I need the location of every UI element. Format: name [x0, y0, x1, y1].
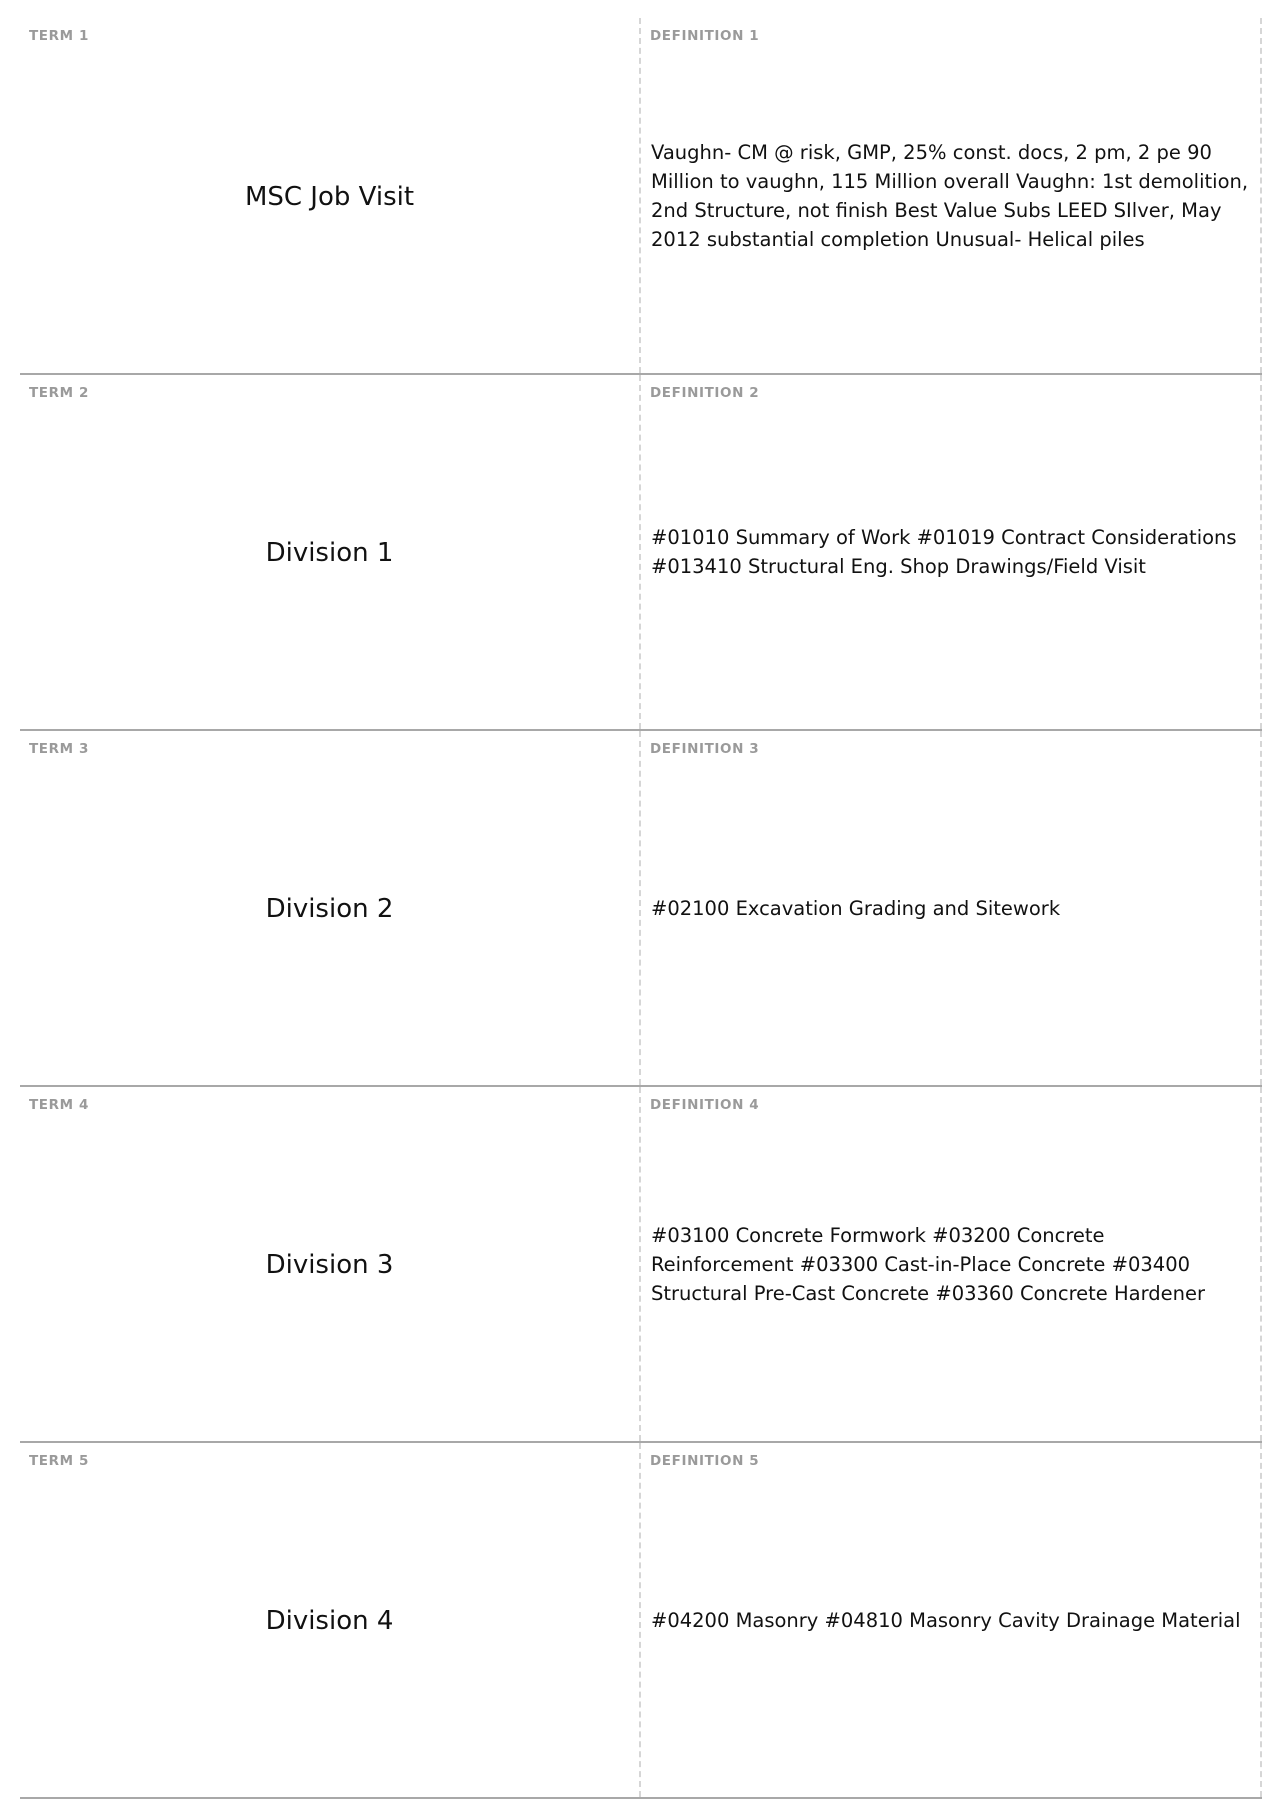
- term-text: Division 3: [265, 1250, 394, 1280]
- definition-text: #01010 Summary of Work #01019 Contract Considerations #013410 Structural Eng. Shop Drawings/Field Visit: [651, 526, 1237, 578]
- definition-body: [651, 731, 1252, 1085]
- term-body: [20, 375, 639, 729]
- term-body: [20, 18, 639, 373]
- term-label: TERM 1: [29, 28, 89, 44]
- term-text: Division 2: [265, 894, 394, 924]
- term-label: TERM 2: [29, 385, 89, 401]
- term-body: [20, 731, 639, 1085]
- term-body: [20, 1087, 639, 1441]
- definition-cell: [641, 1087, 1262, 1441]
- definition-text: Vaughn- CM @ risk, GMP, 25% const. docs, 2 pm, 2 pe 90 Million to vaughn, 115 Million overall Vaughn: 1st demolition, 2nd Structure, not finish Best Value Subs LEED SIlver, May 2012 substantial completion Unusual- Helical piles: [651, 140, 1249, 251]
- definition-cell: [641, 1443, 1262, 1797]
- definition-cell: [641, 375, 1262, 729]
- term-cell: [20, 18, 641, 373]
- flashcard-row: [20, 1443, 1262, 1799]
- flashcard-row: [20, 1087, 1262, 1443]
- term-label: TERM 5: [29, 1453, 89, 1469]
- definition-label: DEFINITION 1: [650, 28, 760, 44]
- flashcard-sheet: [20, 18, 1262, 1799]
- definition-body: [651, 375, 1252, 729]
- definition-body: [651, 1087, 1252, 1441]
- term-label: TERM 3: [29, 741, 89, 757]
- definition-text: #02100 Excavation Grading and Sitework: [651, 896, 1061, 920]
- definition-label: DEFINITION 4: [650, 1097, 760, 1113]
- term-body: [20, 1443, 639, 1797]
- definition-text: #03100 Concrete Formwork #03200 Concrete Reinforcement #03300 Cast-in-Place Concrete #03400 Structural Pre-Cast Concrete #03360 Concrete Hardener: [651, 1223, 1206, 1305]
- term-text: Division 4: [265, 1606, 394, 1636]
- flashcard-row: [20, 18, 1262, 375]
- definition-cell: [641, 731, 1262, 1085]
- term-cell: [20, 731, 641, 1085]
- definition-text: #04200 Masonry #04810 Masonry Cavity Drainage Material: [651, 1608, 1241, 1632]
- flashcard-row: [20, 375, 1262, 731]
- definition-body: [651, 1443, 1252, 1797]
- term-text: MSC Job Visit: [244, 181, 415, 212]
- definition-label: DEFINITION 3: [650, 741, 760, 757]
- definition-label: DEFINITION 5: [650, 1453, 760, 1469]
- term-cell: [20, 375, 641, 729]
- flashcard-row: [20, 731, 1262, 1087]
- term-text: Division 1: [265, 538, 394, 568]
- definition-cell: [641, 18, 1262, 373]
- term-label: TERM 4: [29, 1097, 89, 1113]
- term-cell: [20, 1443, 641, 1797]
- term-cell: [20, 1087, 641, 1441]
- definition-body: [651, 18, 1252, 373]
- definition-label: DEFINITION 2: [650, 385, 760, 401]
